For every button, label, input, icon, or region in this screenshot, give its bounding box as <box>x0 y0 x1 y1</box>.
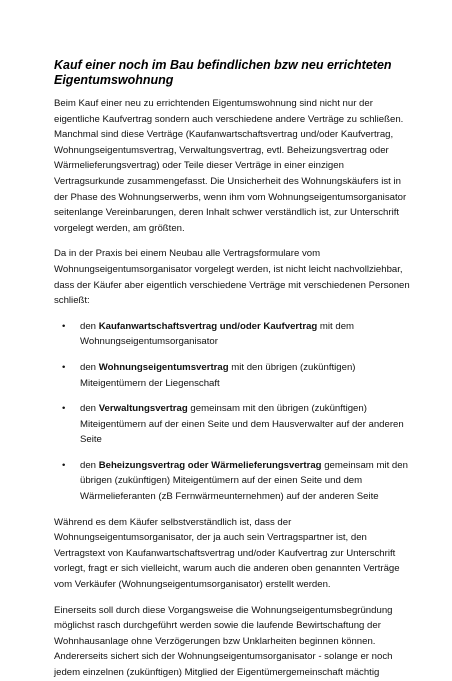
contract-list <box>54 319 416 505</box>
list-item <box>54 458 416 505</box>
item-prefix: den <box>80 361 99 373</box>
document-heading: Kauf einer noch im Bau befindlichen bzw neu errichteten Eigentumswohnung <box>54 58 392 87</box>
item-prefix: den <box>80 459 99 471</box>
item-suffix: mit den übrigen (zukünftigen) Miteigentümern der Liegenschaft <box>80 361 356 389</box>
item-suffix: gemeinsam mit den übrigen (zukünftigen) Miteigentümern auf der einen Seite und dem Hausverwalter auf der anderen Seite <box>80 403 404 446</box>
item-bold-term: Verwaltungsvertrag <box>98 403 188 415</box>
item-bold-term: Wohnungseigentumsvertrag <box>98 361 229 373</box>
item-suffix: gemeinsam mit den übrigen (zukünftigen) Miteigentümern auf der einen Seite und dem Wärmelieferanten (zB Fernwärmeunternehmen) auf der anderen Seite <box>80 459 408 503</box>
item-prefix: den <box>80 403 99 415</box>
item-prefix: den <box>80 320 99 332</box>
bullet-icon: • <box>62 361 66 373</box>
bullet-icon: • <box>62 459 66 471</box>
list-item <box>54 319 416 350</box>
bullet-icon: • <box>62 320 66 332</box>
buyer-paragraph: Während es dem Käufer selbstverständlich ist, dass der Wohnungseigentumsorganisator, der ja auch sein Vertragspartner ist, den Vertragstext von Kaufanwartschaftsvertrag und/oder Kaufvertrag zur Unterschrift vorlegt, fragt er sich vielleicht, warum auch die anderen oben genannten Verträge vom Verkäufer (Wohnungseigentumsorganisator) erstellt werden. <box>54 516 400 591</box>
bullet-icon: • <box>62 403 66 415</box>
intro-paragraph: Beim Kauf einer neu zu errichtenden Eigentumswohnung sind nicht nur der eigentliche Kaufvertrag sondern auch verschiedene andere Verträge zu schließen. Manchmal sind diese Verträge (Kaufanwartschaftsvertrag und/oder Kaufvertrag, Wohnungseigentumsvertrag, Verwaltungsvertrag, evtl. Beheizungsvertrag oder Wärmelieferungsvertrag) oder Teile dieser Verträge in einer einzigen Vertragsurkunde zusammengefasst. Die Unsicherheit des Wohnungskäufers ist in der Phase des Wohnungserwerbs, wenn ihm vom Wohnungseigentumsorganisator seitenlange Vereinbarungen, deren Inhalt schwer verständlich ist, zur Unterschrift vorgelegt werden, am größten. <box>54 98 407 234</box>
item-bold-term: Beheizungsvertrag oder Wärmelieferungsvertrag <box>98 459 322 471</box>
item-suffix: mit dem Wohnungseigentumsorganisator <box>80 320 355 348</box>
list-item <box>54 360 416 391</box>
item-bold-term: Kaufanwartschaftsvertrag und/oder Kaufvertrag <box>98 320 318 332</box>
reasoning-paragraph: Einerseits soll durch diese Vorgangsweise die Wohnungseigentumsbegründung möglichst rasch durchgeführt werden sowie die laufende Bewirtschaftung der Wohnhausanlage ohne Verzögerungen bzw Unklarheiten beginnen können. Andererseits sichert sich der Wohnungseigentumsorganisator - solange er noch jedem einzelnen (zukünftigen) Mitglied der Eigentümergemeinschaft mächtig <box>54 604 393 678</box>
practice-paragraph: Da in der Praxis bei einem Neubau alle Vertragsformulare vom Wohnungseigentumsorganisator vorgelegt werden, ist nicht leicht nachvollziehbar, dass der Käufer aber eigentlich verschiedene Verträge mit verschiedenen Personen schließt: <box>54 248 410 307</box>
list-item <box>54 401 416 448</box>
